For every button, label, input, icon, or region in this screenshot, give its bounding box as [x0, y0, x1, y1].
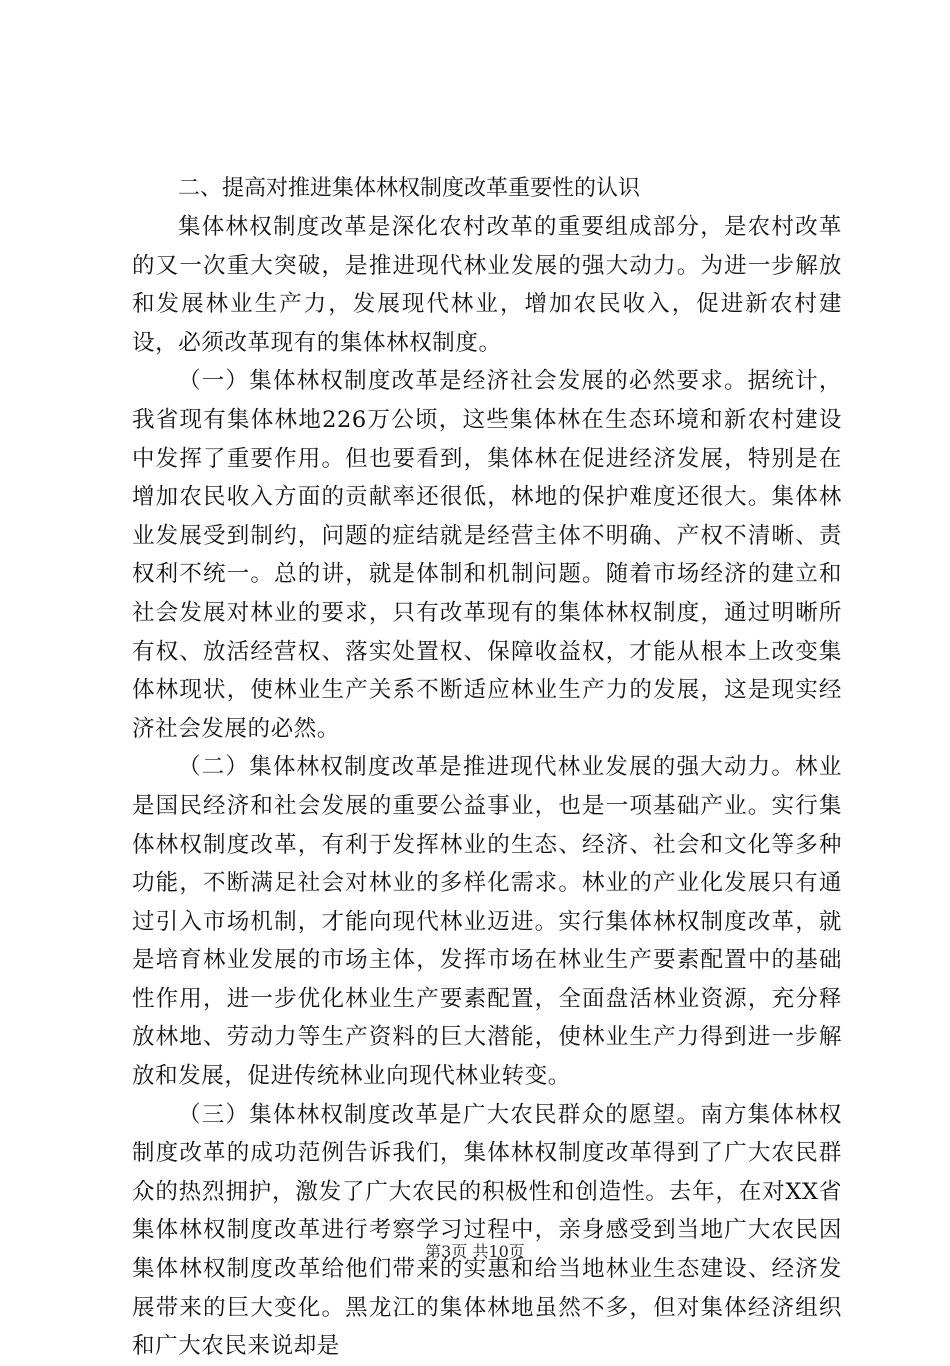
document-body: [132, 170, 842, 1366]
subsection-paragraph-1: （一）集体林权制度改革是经济社会发展的必然要求。据统计，我省现有集体林地226万公顷，这些集体林在生态环境和新农村建设中发挥了重要作用。但也要看到，集体林在促进经济发展，特别是在增加农民收入方面的贡献率还很低，林地的保护难度还很大。集体林业发展受到制约，问题的症结就是经营主体不明确、产权不清晰、责权利不统一。总的讲，就是体制和机制问题。随着市场经济的建立和社会发展对林业的要求，只有改革现有的集体林权制度，通过明晰所有权、放活经营权、落实处置权、保障收益权，才能从根本上改变集体林现状，使林业生产关系不断适应林业生产力的发展，这是现实经济社会发展的必然。: [132, 368, 842, 742]
subsection-paragraph-2: （二）集体林权制度改革是推进现代林业发展的强大动力。林业是国民经济和社会发展的重要公益事业，也是一项基础产业。实行集体林权制度改革，有利于发挥林业的生态、经济、社会和文化等多种功能，不断满足社会对林业的多样化需求。林业的产业化发展只有通过引入市场机制，才能向现代林业迈进。实行集体林权制度改革，就是培育林业发展的市场主体，发挥市场在林业生产要素配置中的基础性作用，进一步优化林业生产要素配置，全面盘活林业资源，充分释放林地、劳动力等生产资料的巨大潜能，使林业生产力得到进一步解放和发展，促进传统林业向现代林业转变。: [132, 754, 842, 1090]
section-heading: 二、提高对推进集体林权制度改革重要性的认识: [178, 176, 641, 201]
intro-paragraph: 集体林权制度改革是深化农村改革的重要组成部分，是农村改革的又一次重大突破，是推进现代林业发展的强大动力。为进一步解放和发展林业生产力，发展现代林业，增加农民收入，促进新农村建设，必须改革现有的集体林权制度。: [132, 214, 842, 356]
subsection-paragraph-3: （三）集体林权制度改革是广大农民群众的愿望。南方集体林权制度改革的成功范例告诉我们，集体林权制度改革得到了广大农民群众的热烈拥护，激发了广大农民的积极性和创造性。去年，在对XX省集体林权制度改革进行考察学习过程中，亲身感受到当地广大农民因集体林权制度改革给他们带来的实惠和给当地林业生态建设、经济发展带来的巨大变化。黑龙江的集体林地虽然不多，但对集体经济组织和广大农民来说却是: [132, 1101, 842, 1360]
page-footer: 第3页 共10页: [425, 1242, 525, 1261]
